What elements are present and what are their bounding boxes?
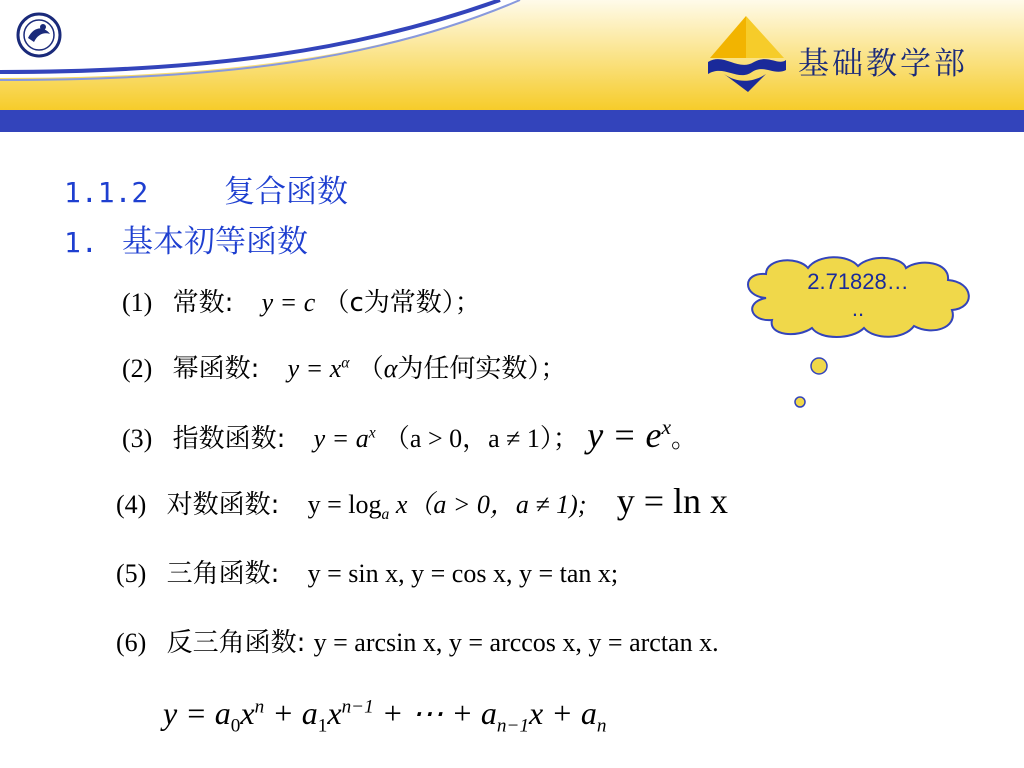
thought-bubble-tail	[792, 350, 832, 420]
formula-base: y = a	[313, 424, 369, 453]
item-formula: y = sin x, y = cos x, y = tan x;	[307, 559, 619, 588]
item-note	[358, 354, 567, 384]
item-name: 幂函数:	[172, 354, 260, 384]
item-number: (2)	[122, 354, 153, 383]
item-name: 反三角函数:	[166, 628, 306, 658]
item-formula: y = arcsin x, y = arccos x, y = arctan x.	[313, 628, 719, 657]
note-open: （	[357, 354, 384, 384]
item-extra-formula	[587, 415, 671, 455]
formula-exponent: α	[341, 354, 350, 372]
subsection-title-text: 基本初等函数	[122, 224, 308, 260]
formula-base: y = x	[287, 354, 342, 383]
note-alpha: α	[383, 354, 398, 383]
poly-sub-4: n	[596, 715, 607, 737]
poly-lhs: y = a	[163, 695, 231, 731]
slide-header	[0, 0, 1024, 134]
note-text: 为任何实数）；	[397, 354, 567, 384]
subsection-number: 1.	[64, 226, 98, 259]
item-formula	[262, 288, 316, 317]
poly-sup-2: n−1	[341, 696, 374, 718]
formula-exponent: x	[368, 424, 376, 442]
item-formula	[307, 490, 587, 524]
polynomial-formula	[163, 694, 606, 737]
school-logo-icon	[16, 12, 62, 58]
extra-exponent: x	[661, 415, 672, 439]
item-number: (6)	[116, 628, 147, 657]
item-number: (1)	[122, 288, 153, 317]
item-name: 常数:	[172, 288, 234, 318]
department-logo-icon	[704, 14, 788, 94]
item-formula	[314, 424, 376, 453]
poly-tail: x + a	[529, 695, 597, 731]
list-item-exponential	[122, 414, 697, 456]
callout-text	[736, 268, 980, 322]
section-heading	[64, 166, 348, 211]
department-title: 基础教学部	[798, 46, 968, 82]
poly-sub-3: n−1	[496, 715, 530, 737]
list-item-constant	[122, 282, 481, 319]
item-name: 对数函数:	[166, 490, 280, 520]
list-item-logarithmic	[116, 480, 728, 524]
item-note: （a > 0，a ≠ 1）；	[383, 424, 579, 453]
formula-arg: x（a > 0，a ≠ 1);	[389, 490, 587, 519]
list-item-inverse-trigonometric	[116, 622, 719, 659]
item-name: 三角函数:	[166, 559, 280, 589]
section-number: 1.1.2	[64, 176, 149, 209]
list-item-power	[122, 348, 566, 385]
poly-x-1: x	[240, 695, 255, 731]
poly-sub-1: 1	[317, 715, 328, 737]
item-number: (4)	[116, 490, 147, 519]
item-number: (3)	[122, 424, 153, 453]
formula-base: a	[381, 506, 390, 524]
list-item-trigonometric	[116, 553, 618, 590]
extra-base: y = e	[587, 415, 662, 455]
extra-tail: 。	[671, 424, 698, 454]
callout-line-1: 2.71828…	[807, 269, 909, 294]
subsection-heading	[64, 216, 308, 261]
poly-term-1: + a	[264, 695, 318, 731]
formula-log: y = log	[307, 490, 382, 519]
item-formula	[288, 354, 350, 383]
poly-sup-1: n	[254, 696, 265, 718]
item-note: （c为常数）；	[323, 288, 481, 318]
poly-middle: + ⋯ + a	[373, 695, 497, 731]
callout-line-2: ..	[851, 296, 865, 321]
thought-bubble-callout	[736, 252, 980, 342]
formula-text: y = c	[261, 288, 316, 317]
item-extra-formula: y = ln x	[616, 481, 729, 521]
poly-x-2: x	[327, 695, 342, 731]
item-name: 指数函数:	[172, 424, 286, 454]
poly-sub-0: 0	[230, 715, 241, 737]
section-title-text: 复合函数	[224, 174, 348, 210]
item-number: (5)	[116, 559, 147, 588]
